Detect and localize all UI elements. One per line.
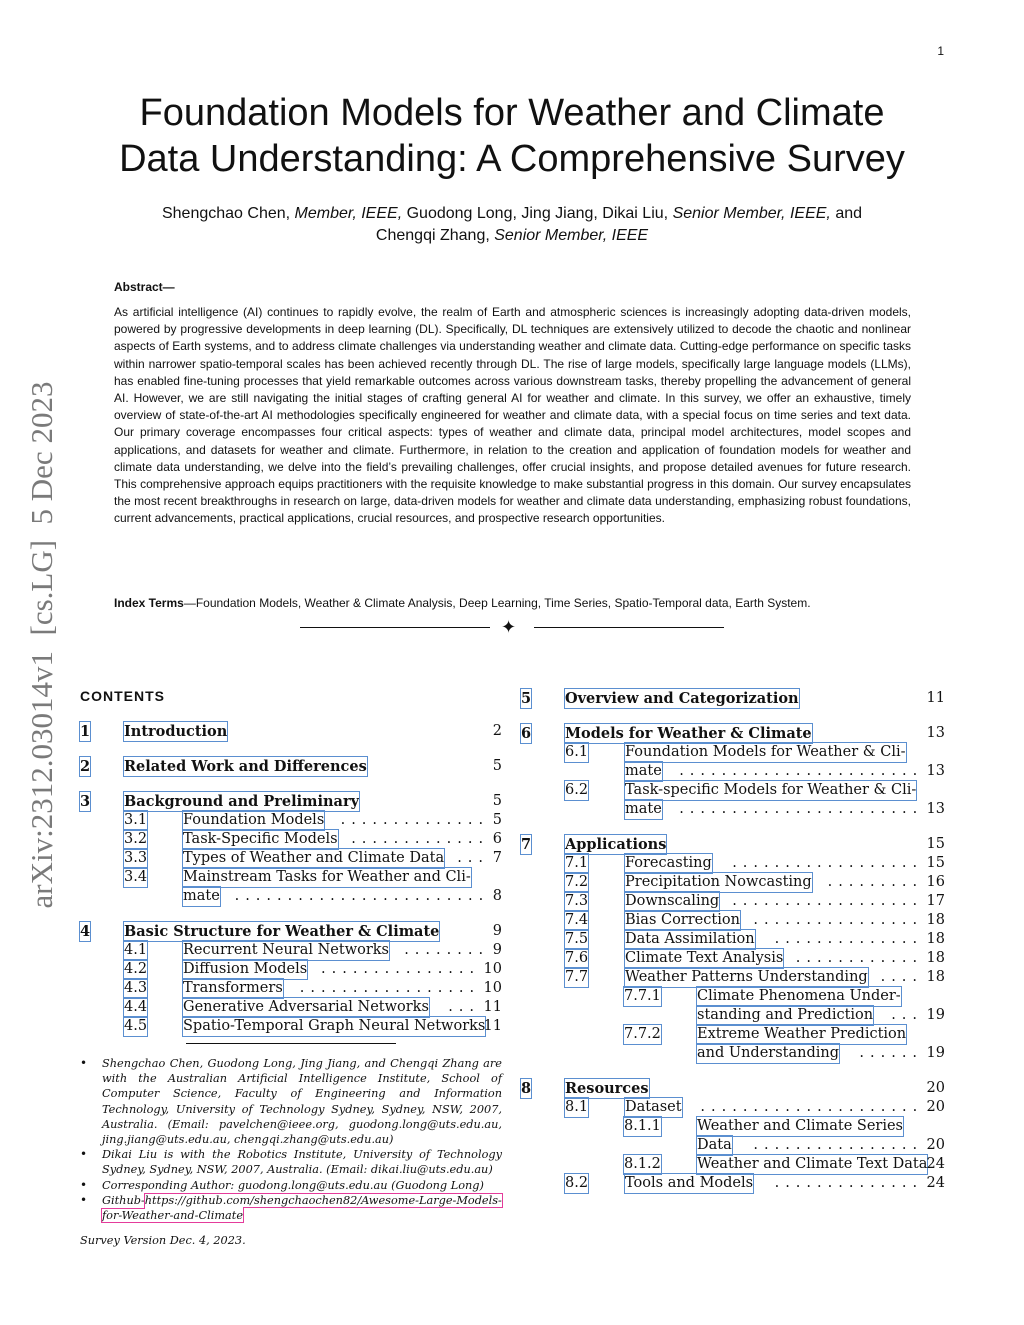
toc-entry-title: Bias Correction (625, 912, 740, 928)
toc-entry-number: 4.4 (124, 999, 148, 1015)
toc-entry[interactable] (521, 930, 945, 949)
toc-entry-page: 10 (483, 961, 502, 977)
toc-entry-number: 4.1 (124, 942, 148, 958)
author-1: Shengchao Chen, (161, 205, 291, 222)
toc-entry[interactable] (521, 1098, 945, 1117)
footnote-rule (186, 1043, 396, 1044)
toc-entry-number: 7.5 (565, 931, 589, 947)
toc-leader-dots: ... (891, 1007, 924, 1023)
toc-leader-dots: ... (448, 999, 481, 1015)
toc-entry[interactable] (521, 1044, 945, 1063)
toc-entry-page: 17 (926, 893, 945, 909)
toc-entry[interactable] (521, 743, 945, 762)
toc-entry-page: 20 (926, 1080, 945, 1096)
toc-entry[interactable] (521, 835, 945, 854)
toc-entry-number: 7.7.2 (624, 1026, 661, 1042)
toc-leader-dots: ............... (321, 961, 481, 977)
author-2-role: Senior Member, IEEE, (672, 205, 831, 222)
toc-entry-page: 13 (926, 763, 945, 779)
toc-entry-page: 19 (926, 1007, 945, 1023)
toc-entry-title: Data (697, 1137, 732, 1153)
toc-entry-number: 7.7.1 (624, 988, 661, 1004)
toc-entry-page: 11 (483, 999, 502, 1015)
toc-entry-number: 6.2 (565, 782, 589, 798)
toc-entry[interactable] (521, 1174, 945, 1193)
toc-entry-page: 18 (926, 969, 945, 985)
toc-entry-page: 16 (926, 874, 945, 890)
toc-entry-page: 5 (492, 812, 502, 828)
toc-entry-title: Foundation Models for Weather & Cli- (625, 744, 906, 760)
title-line-2: Data Understanding: A Comprehensive Survey (119, 138, 905, 180)
toc-entry-number: 7.7 (565, 969, 589, 985)
toc-entry-number: 1 (80, 723, 91, 740)
toc-entry[interactable] (521, 987, 945, 1006)
toc-entry-page: 6 (492, 831, 502, 847)
abstract-body: As artificial intelligence (AI) continues to rapidly evolve, the realm of Earth and atmospheric sciences is increasingly adopting data-driven models, powered by progressive developments in deep learning (DL). Specifically, DL techniques are extensively utilized to decode the chaotic and nonlinear aspects of Earth systems, and to address climate challenges via understanding weather and climate data. Cutting-edge performance on specific tasks within narrower spatio-temporal scales has been achieved recently through DL. The rise of large models, specifically large language models (LLMs), has enabled fine-tuning processes that yield remarkable outcomes across various downstream tasks, thereby propelling the advancement of general AI. However, we are still navigating the initial stages of crafting general AI for weather and climate. In this survey, we offer an exhaustive, timely overview of state-of-the-art AI methodologies specifically engineered for weather and climate data, with a special focus on time series and text data. Our primary coverage encompasses four critical aspects: types of weather and climate data, principal model architectures, model scopes and applications, and datasets for weather and climate. Furthermore, in relation to the creation and application of foundation models for weather and climate data understanding, we delve into the field’s prevailing challenges, offer crucial insights, and propose detailed avenues for future research. This comprehensive approach equips practitioners with the requisite knowledge to make substantial progress in this domain. Our survey encapsulates the most recent breakthroughs in research on large, data-driven models for weather and climate data understanding, emphasizing robust foundations, current advancements, practical applications, crucial resources, and prospective research opportunities. (114, 305, 911, 526)
toc-leader-dots: ........................ (234, 888, 490, 904)
toc-entry-page: 18 (926, 931, 945, 947)
toc-entry-number: 4.3 (124, 980, 148, 996)
toc-leader-dots: ...... (859, 1045, 924, 1061)
toc-entry-number: 4.5 (124, 1018, 148, 1034)
toc-entry-title: Basic Structure for Weather & Climate (124, 923, 440, 940)
toc-leader-dots: ............. (351, 831, 490, 847)
toc-entry-title: Climate Text Analysis (625, 950, 784, 966)
author-3: Chengqi Zhang, (375, 227, 490, 244)
toc-entry-page: 20 (926, 1099, 945, 1115)
toc-entry-number: 3 (80, 793, 91, 810)
toc-entry[interactable] (521, 911, 945, 930)
toc-entry-page: 18 (926, 912, 945, 928)
toc-entry[interactable] (521, 781, 945, 800)
toc-entry-page: 11 (926, 690, 945, 706)
toc-entry[interactable] (521, 873, 945, 892)
toc-entry-title: Tools and Models (625, 1175, 754, 1191)
toc-entry-title: Generative Adversarial Networks (183, 999, 429, 1015)
github-link[interactable]: https://github.com/shengchaochen82/Awesome-Large-Models-for-Weather-and-Climate (102, 1193, 502, 1223)
index-terms (114, 595, 911, 611)
toc-entry-page: 24 (926, 1175, 945, 1191)
toc-entry-title: Task-specific Models for Weather & Cli- (625, 782, 917, 798)
toc-entry-number: 8.2 (565, 1175, 589, 1191)
toc-entry[interactable] (80, 960, 502, 979)
toc-entry-number: 7 (521, 836, 532, 853)
contents-heading: CONTENTS (80, 688, 165, 704)
toc-entry-number: 8.1.2 (624, 1156, 661, 1172)
toc-entry[interactable] (80, 811, 502, 830)
toc-entry-number: 8 (521, 1080, 532, 1097)
toc-entry[interactable] (521, 1136, 945, 1155)
toc-entry-page: 7 (492, 850, 502, 866)
author-2-group: Guodong Long, Jing Jiang, Dikai Liu, (406, 205, 669, 222)
toc-entry[interactable] (521, 800, 945, 819)
toc-entry-title: Types of Weather and Climate Data (183, 850, 445, 866)
toc-entry-title: standing and Prediction (697, 1007, 874, 1023)
toc-entry-page: 2 (492, 723, 502, 739)
footnotes (80, 1056, 502, 1223)
author-list (80, 203, 944, 247)
toc-leader-dots: ..................... (700, 1099, 924, 1115)
toc-entry-title: Applications (565, 836, 667, 853)
toc-entry-page: 9 (492, 942, 502, 958)
toc-entry[interactable] (521, 968, 945, 987)
toc-entry[interactable] (521, 892, 945, 911)
footnote-github (80, 1193, 502, 1223)
toc-entry-title: Resources (565, 1080, 649, 1097)
title-line-1: Foundation Models for Weather and Climate (139, 92, 885, 134)
footnote-corresponding: • Corresponding Author: guodong.long@uts.edu.au (Guodong Long) (80, 1178, 502, 1193)
toc-entry-title: Mainstream Tasks for Weather and Cli- (183, 869, 471, 885)
github-prefix: Github- (102, 1193, 145, 1207)
toc-leader-dots: ................ (753, 912, 924, 928)
toc-entry-title: Weather and Climate Series (697, 1118, 903, 1134)
toc-entry-number: 5 (521, 690, 532, 707)
toc-entry-title: Data Assimilation (625, 931, 755, 947)
toc-entry-title: Precipitation Nowcasting (625, 874, 812, 890)
survey-version: Survey Version Dec. 4, 2023. (80, 1234, 246, 1247)
toc-entry[interactable] (521, 724, 945, 743)
toc-leader-dots: ....................... (679, 763, 924, 779)
toc-leader-dots: .............. (774, 1175, 924, 1191)
toc-entry[interactable] (80, 722, 502, 741)
author-and: and (835, 205, 863, 222)
toc-entry-number: 7.1 (565, 855, 589, 871)
toc-entry-page: 5 (492, 793, 502, 809)
toc-entry-title: Extreme Weather Prediction (697, 1026, 907, 1042)
toc-entry[interactable] (80, 757, 502, 776)
toc-entry-title: Foundation Models (183, 812, 325, 828)
toc-entry-number: 3.2 (124, 831, 148, 847)
toc-entry-page: 5 (492, 758, 502, 774)
toc-entry-number: 3.1 (124, 812, 148, 828)
toc-gap (521, 819, 945, 835)
toc-leader-dots: ......... (827, 874, 924, 890)
toc-entry-number: 8.1.1 (624, 1118, 661, 1134)
toc-entry-title: Spatio-Temporal Graph Neural Networks (183, 1018, 486, 1034)
toc-entry-number: 6.1 (565, 744, 589, 760)
toc-entry-number: 7.3 (565, 893, 589, 909)
toc-entry-number: 4.2 (124, 961, 148, 977)
toc-entry[interactable] (521, 949, 945, 968)
toc-right-column (521, 689, 945, 1193)
toc-entry-title: Introduction (124, 723, 228, 740)
toc-entry-title: Models for Weather & Climate (565, 725, 812, 742)
author-1-role: Member, IEEE, (294, 205, 403, 222)
toc-entry-title: Task-Specific Models (183, 831, 338, 847)
arxiv-stamp-text: arXiv:2312.03014v1 [cs.LG] 5 Dec 2023 (24, 381, 59, 909)
toc-entry[interactable] (80, 1017, 502, 1036)
toc-gap (80, 906, 502, 922)
toc-entry-title: Weather and Climate Text Data (697, 1156, 928, 1172)
toc-entry-number: 8.1 (565, 1099, 589, 1115)
toc-entry[interactable] (80, 830, 502, 849)
section-separator (300, 617, 724, 638)
toc-leader-dots: ....................... (679, 801, 924, 817)
footnote-affiliation: • Shengchao Chen, Guodong Long, Jing Jiang, and Chengqi Zhang are with the Australian Artificial Intelligence Institute, School of Computer Science, Faculty of Engineering and Information Technology, University of Technology Sydney, Sydney, NSW, 2007, Australia. (Email: pavelchen@ieee.org, guodong.long@uts.edu.au, jing.jiang@uts.edu.au, chengqi.zhang@uts.edu.au) (80, 1056, 502, 1147)
toc-entry[interactable] (80, 979, 502, 998)
toc-entry-title: Recurrent Neural Networks (183, 942, 390, 958)
index-terms-text: —Foundation Models, Weather & Climate Analysis, Deep Learning, Time Series, Spatio-Temporal data, Earth System. (183, 596, 811, 610)
toc-left-column (80, 722, 502, 1036)
toc-entry-title: Diffusion Models (183, 961, 308, 977)
arxiv-stamp (24, 362, 64, 928)
toc-entry-title: Climate Phenomena Under- (697, 988, 901, 1004)
toc-entry[interactable] (80, 998, 502, 1017)
toc-entry[interactable] (521, 1006, 945, 1025)
toc-entry[interactable] (521, 1155, 945, 1174)
toc-entry[interactable] (521, 762, 945, 781)
toc-gap (80, 741, 502, 757)
toc-leader-dots: ................. (299, 980, 481, 996)
toc-entry-title: Related Work and Differences (124, 758, 367, 775)
toc-entry[interactable] (80, 868, 502, 887)
toc-entry[interactable] (521, 854, 945, 873)
author-3-role: Senior Member, IEEE (494, 227, 649, 244)
toc-entry-number: 7.4 (565, 912, 589, 928)
toc-entry-number: 7.2 (565, 874, 589, 890)
toc-entry-page: 18 (926, 950, 945, 966)
toc-leader-dots: ... (457, 850, 490, 866)
toc-entry-title: Overview and Categorization (565, 690, 799, 707)
toc-entry[interactable] (521, 1025, 945, 1044)
toc-leader-dots: .................. (732, 893, 924, 909)
toc-entry-title: Dataset (625, 1099, 682, 1115)
toc-entry-title: mate (625, 763, 662, 779)
abstract-label: Abstract— (114, 280, 175, 294)
toc-entry-page: 15 (926, 836, 945, 852)
toc-entry-number: 2 (80, 758, 91, 775)
toc-entry-page: 24 (926, 1156, 945, 1172)
toc-entry-page: 19 (926, 1045, 945, 1061)
toc-entry[interactable] (521, 689, 945, 708)
toc-entry[interactable] (521, 1117, 945, 1136)
toc-leader-dots: ............ (795, 950, 924, 966)
toc-entry-page: 13 (926, 801, 945, 817)
toc-entry-title: Weather Patterns Understanding (625, 969, 868, 985)
toc-entry-page: 15 (926, 855, 945, 871)
toc-entry-page: 8 (492, 888, 502, 904)
toc-leader-dots: ................ (753, 1137, 924, 1153)
paper-title (60, 90, 964, 182)
toc-entry-title: and Understanding (697, 1045, 840, 1061)
footnote-robotics: • Dikai Liu is with the Robotics Institute, University of Technology Sydney, Sydney, NSW, 2007, Australia. (Email: dikai.liu@uts.edu.au) (80, 1147, 502, 1177)
toc-entry-title: mate (625, 801, 662, 817)
toc-gap (521, 708, 945, 724)
toc-entry[interactable] (80, 941, 502, 960)
toc-entry-title: Downscaling (625, 893, 720, 909)
toc-gap (521, 1063, 945, 1079)
toc-entry-title: mate (183, 888, 220, 904)
toc-entry-title: Background and Preliminary (124, 793, 360, 810)
toc-entry[interactable] (80, 792, 502, 811)
toc-entry[interactable] (521, 1079, 945, 1098)
toc-gap (80, 776, 502, 792)
page-number: 1 (937, 44, 944, 58)
toc-entry-page: 13 (926, 725, 945, 741)
toc-entry[interactable] (80, 922, 502, 941)
toc-entry-page: 11 (483, 1018, 502, 1034)
toc-entry-number: 3.3 (124, 850, 148, 866)
toc-leader-dots: .................. (732, 855, 924, 871)
toc-entry[interactable] (80, 849, 502, 868)
toc-entry-title: Transformers (183, 980, 283, 996)
separator-star-icon: ✦ (501, 617, 517, 638)
toc-leader-dots: .............. (774, 931, 924, 947)
toc-entry-number: 3.4 (124, 869, 148, 885)
toc-entry-number: 6 (521, 725, 532, 742)
toc-entry-number: 4 (80, 923, 91, 940)
toc-leader-dots: .... (880, 969, 924, 985)
index-terms-label: Index Terms (114, 596, 184, 610)
toc-entry[interactable] (80, 887, 502, 906)
toc-leader-dots: .............. (340, 812, 490, 828)
toc-entry-page: 20 (926, 1137, 945, 1153)
toc-entry-page: 10 (483, 980, 502, 996)
toc-entry-number: 7.6 (565, 950, 589, 966)
toc-entry-page: 9 (492, 923, 502, 939)
toc-leader-dots: ........ (404, 942, 490, 958)
toc-entry-title: Forecasting (625, 855, 712, 871)
